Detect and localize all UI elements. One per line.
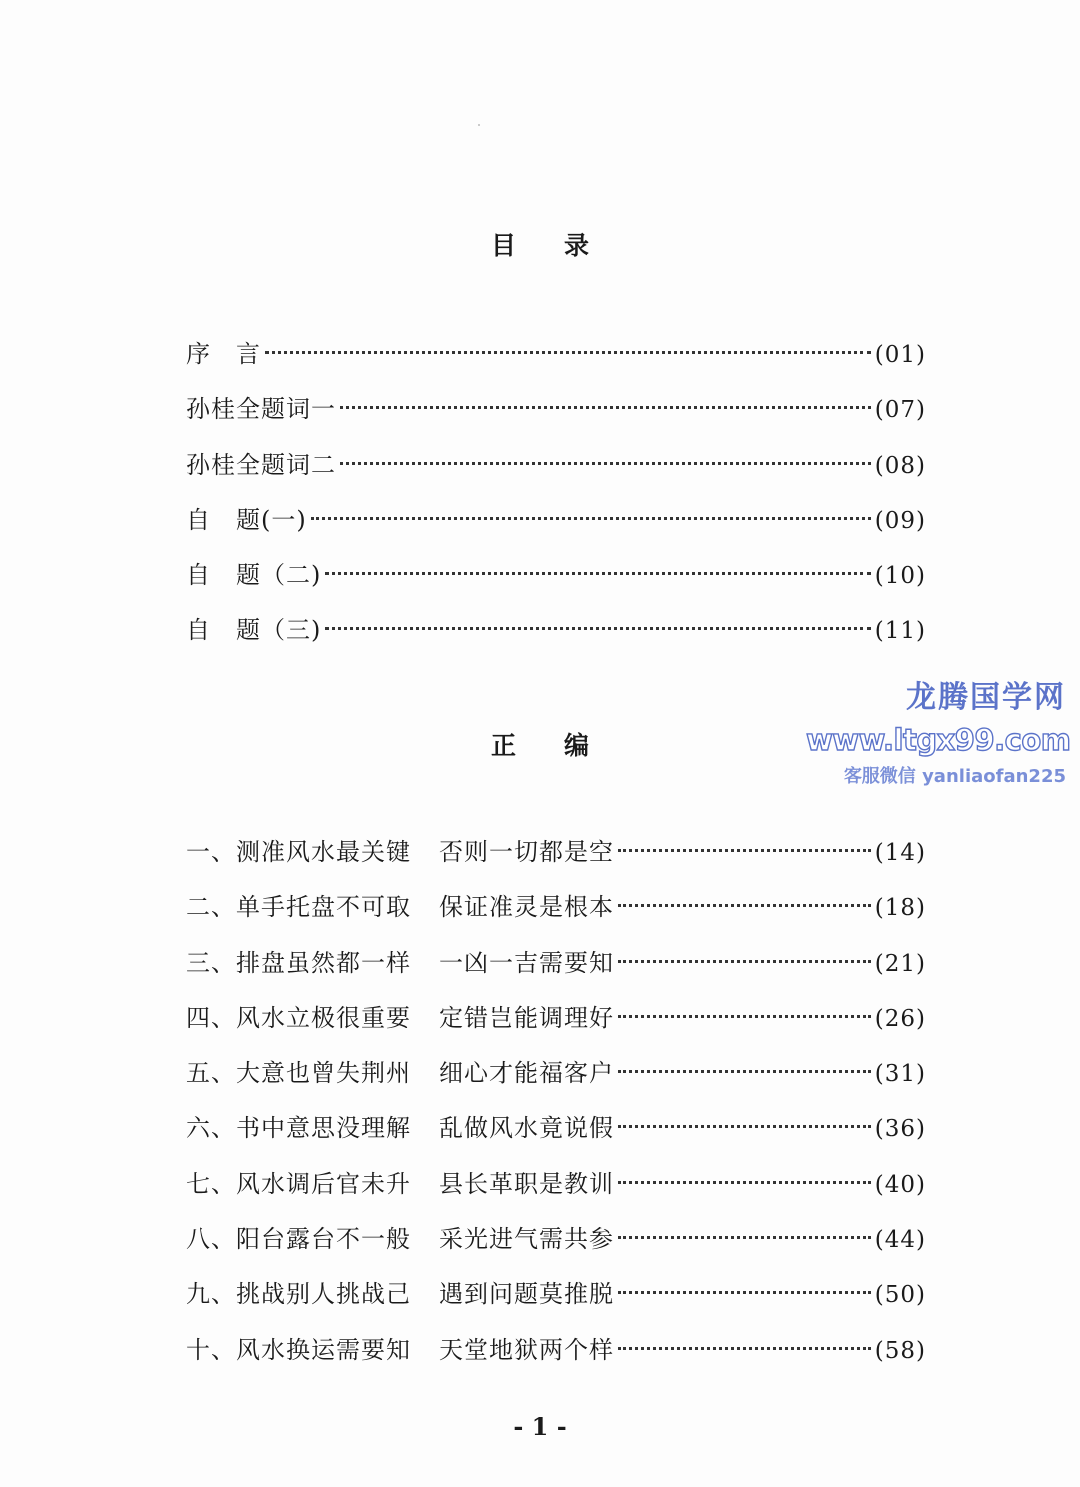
page-number: (31)	[874, 1061, 926, 1088]
chapter-subtitle: 保证准灵是根本	[439, 893, 614, 922]
page-number: (21)	[874, 950, 926, 977]
dot-leader	[618, 1347, 871, 1350]
entry-title: 自 题（三)	[186, 616, 322, 645]
chapter-subtitle: 采光进气需共参	[439, 1225, 614, 1254]
dot-leader	[265, 351, 871, 354]
watermark-url: www.ltgx99.com	[806, 723, 1071, 757]
main-chapters-list	[186, 834, 926, 1387]
page-number: (36)	[874, 1116, 926, 1143]
dot-leader	[618, 1181, 871, 1184]
toc-entry-chapter-1[interactable]	[186, 834, 926, 889]
dot-leader	[340, 406, 871, 409]
main-section-heading: 正编	[490, 731, 637, 760]
dot-leader	[618, 1070, 871, 1073]
entry-title: 自 题（二)	[186, 561, 322, 590]
dot-leader	[618, 849, 871, 852]
toc-entry-self-inscription-2[interactable]	[186, 557, 926, 612]
toc-entry-chapter-4[interactable]	[186, 1000, 926, 1055]
chapter-subtitle: 县长革职是教训	[439, 1169, 614, 1198]
chapter-title: 十、风水换运需要知	[186, 1335, 411, 1364]
front-matter-list	[186, 336, 926, 668]
dot-leader	[325, 627, 870, 630]
chapter-subtitle: 乱做风水竟说假	[439, 1114, 614, 1143]
dot-leader	[340, 462, 871, 465]
dot-leader	[618, 1236, 871, 1239]
dot-leader	[618, 904, 871, 907]
chapter-title: 四、风水立极很重要	[186, 1003, 411, 1032]
page-number: (09)	[874, 507, 926, 534]
page-number: (58)	[874, 1337, 926, 1364]
page-number: (50)	[874, 1282, 926, 1309]
toc-entry-self-inscription-3[interactable]	[186, 612, 926, 667]
toc-entry-chapter-8[interactable]	[186, 1221, 926, 1276]
page-number: (11)	[874, 618, 926, 645]
page-footer-number: - 1 -	[513, 1412, 567, 1441]
page-number: (08)	[874, 452, 926, 479]
chapter-title: 九、挑战别人挑战己	[186, 1280, 411, 1309]
page-number: (01)	[874, 342, 926, 368]
toc-entry-chapter-7[interactable]	[186, 1166, 926, 1221]
chapter-subtitle: 一凶一吉需要知	[439, 948, 614, 977]
dot-leader	[618, 1125, 871, 1128]
entry-title: 孙桂全题词一	[186, 395, 336, 424]
chapter-title: 一、测准风水最关键	[186, 838, 411, 866]
toc-entry-inscription-2[interactable]	[186, 447, 926, 502]
watermark-title: 龙腾国学网	[906, 680, 1066, 715]
dot-leader	[325, 572, 870, 575]
toc-entry-chapter-2[interactable]	[186, 889, 926, 944]
chapter-subtitle: 否则一切都是空	[439, 838, 614, 866]
toc-entry-chapter-5[interactable]	[186, 1055, 926, 1110]
chapter-title: 二、单手托盘不可取	[186, 893, 411, 922]
chapter-title: 三、排盘虽然都一样	[186, 948, 411, 977]
toc-entry-chapter-9[interactable]	[186, 1276, 926, 1331]
entry-title: 序 言	[186, 340, 261, 368]
chapter-subtitle: 细心才能福客户	[439, 1059, 614, 1088]
page-number: (40)	[874, 1171, 926, 1198]
chapter-title: 七、风水调后官未升	[186, 1169, 411, 1198]
chapter-subtitle: 天堂地狱两个样	[439, 1335, 614, 1364]
dot-leader	[618, 1015, 871, 1018]
dot-leader	[618, 960, 871, 963]
chapter-subtitle: 定错岂能调理好	[439, 1003, 614, 1032]
page-number: (14)	[874, 840, 926, 866]
chapter-title: 五、大意也曾失荆州	[186, 1059, 411, 1088]
page-number: (44)	[874, 1227, 926, 1254]
toc-entry-self-inscription-1[interactable]	[186, 502, 926, 557]
entry-title: 孙桂全题词二	[186, 450, 336, 479]
chapter-title: 八、阳台露台不一般	[186, 1225, 411, 1254]
toc-entry-preface[interactable]	[186, 336, 926, 391]
entry-title: 自 题(一)	[186, 505, 307, 534]
scan-speck	[478, 124, 480, 126]
toc-entry-inscription-1[interactable]	[186, 391, 926, 446]
toc-heading: 目录	[490, 231, 637, 260]
dot-leader	[311, 517, 871, 520]
dot-leader	[618, 1291, 871, 1294]
page-number: (26)	[874, 1005, 926, 1032]
toc-entry-chapter-6[interactable]	[186, 1110, 926, 1165]
page-number: (10)	[874, 563, 926, 590]
page-number: (18)	[874, 895, 926, 922]
chapter-subtitle: 遇到问题莫推脱	[439, 1280, 614, 1309]
page-number: (07)	[874, 397, 926, 424]
watermark-service: 客服微信 yanliaofan225	[843, 766, 1066, 787]
toc-entry-chapter-10[interactable]	[186, 1332, 926, 1387]
toc-entry-chapter-3[interactable]	[186, 945, 926, 1000]
chapter-title: 六、书中意思没理解	[186, 1114, 411, 1143]
watermark	[806, 676, 1071, 794]
